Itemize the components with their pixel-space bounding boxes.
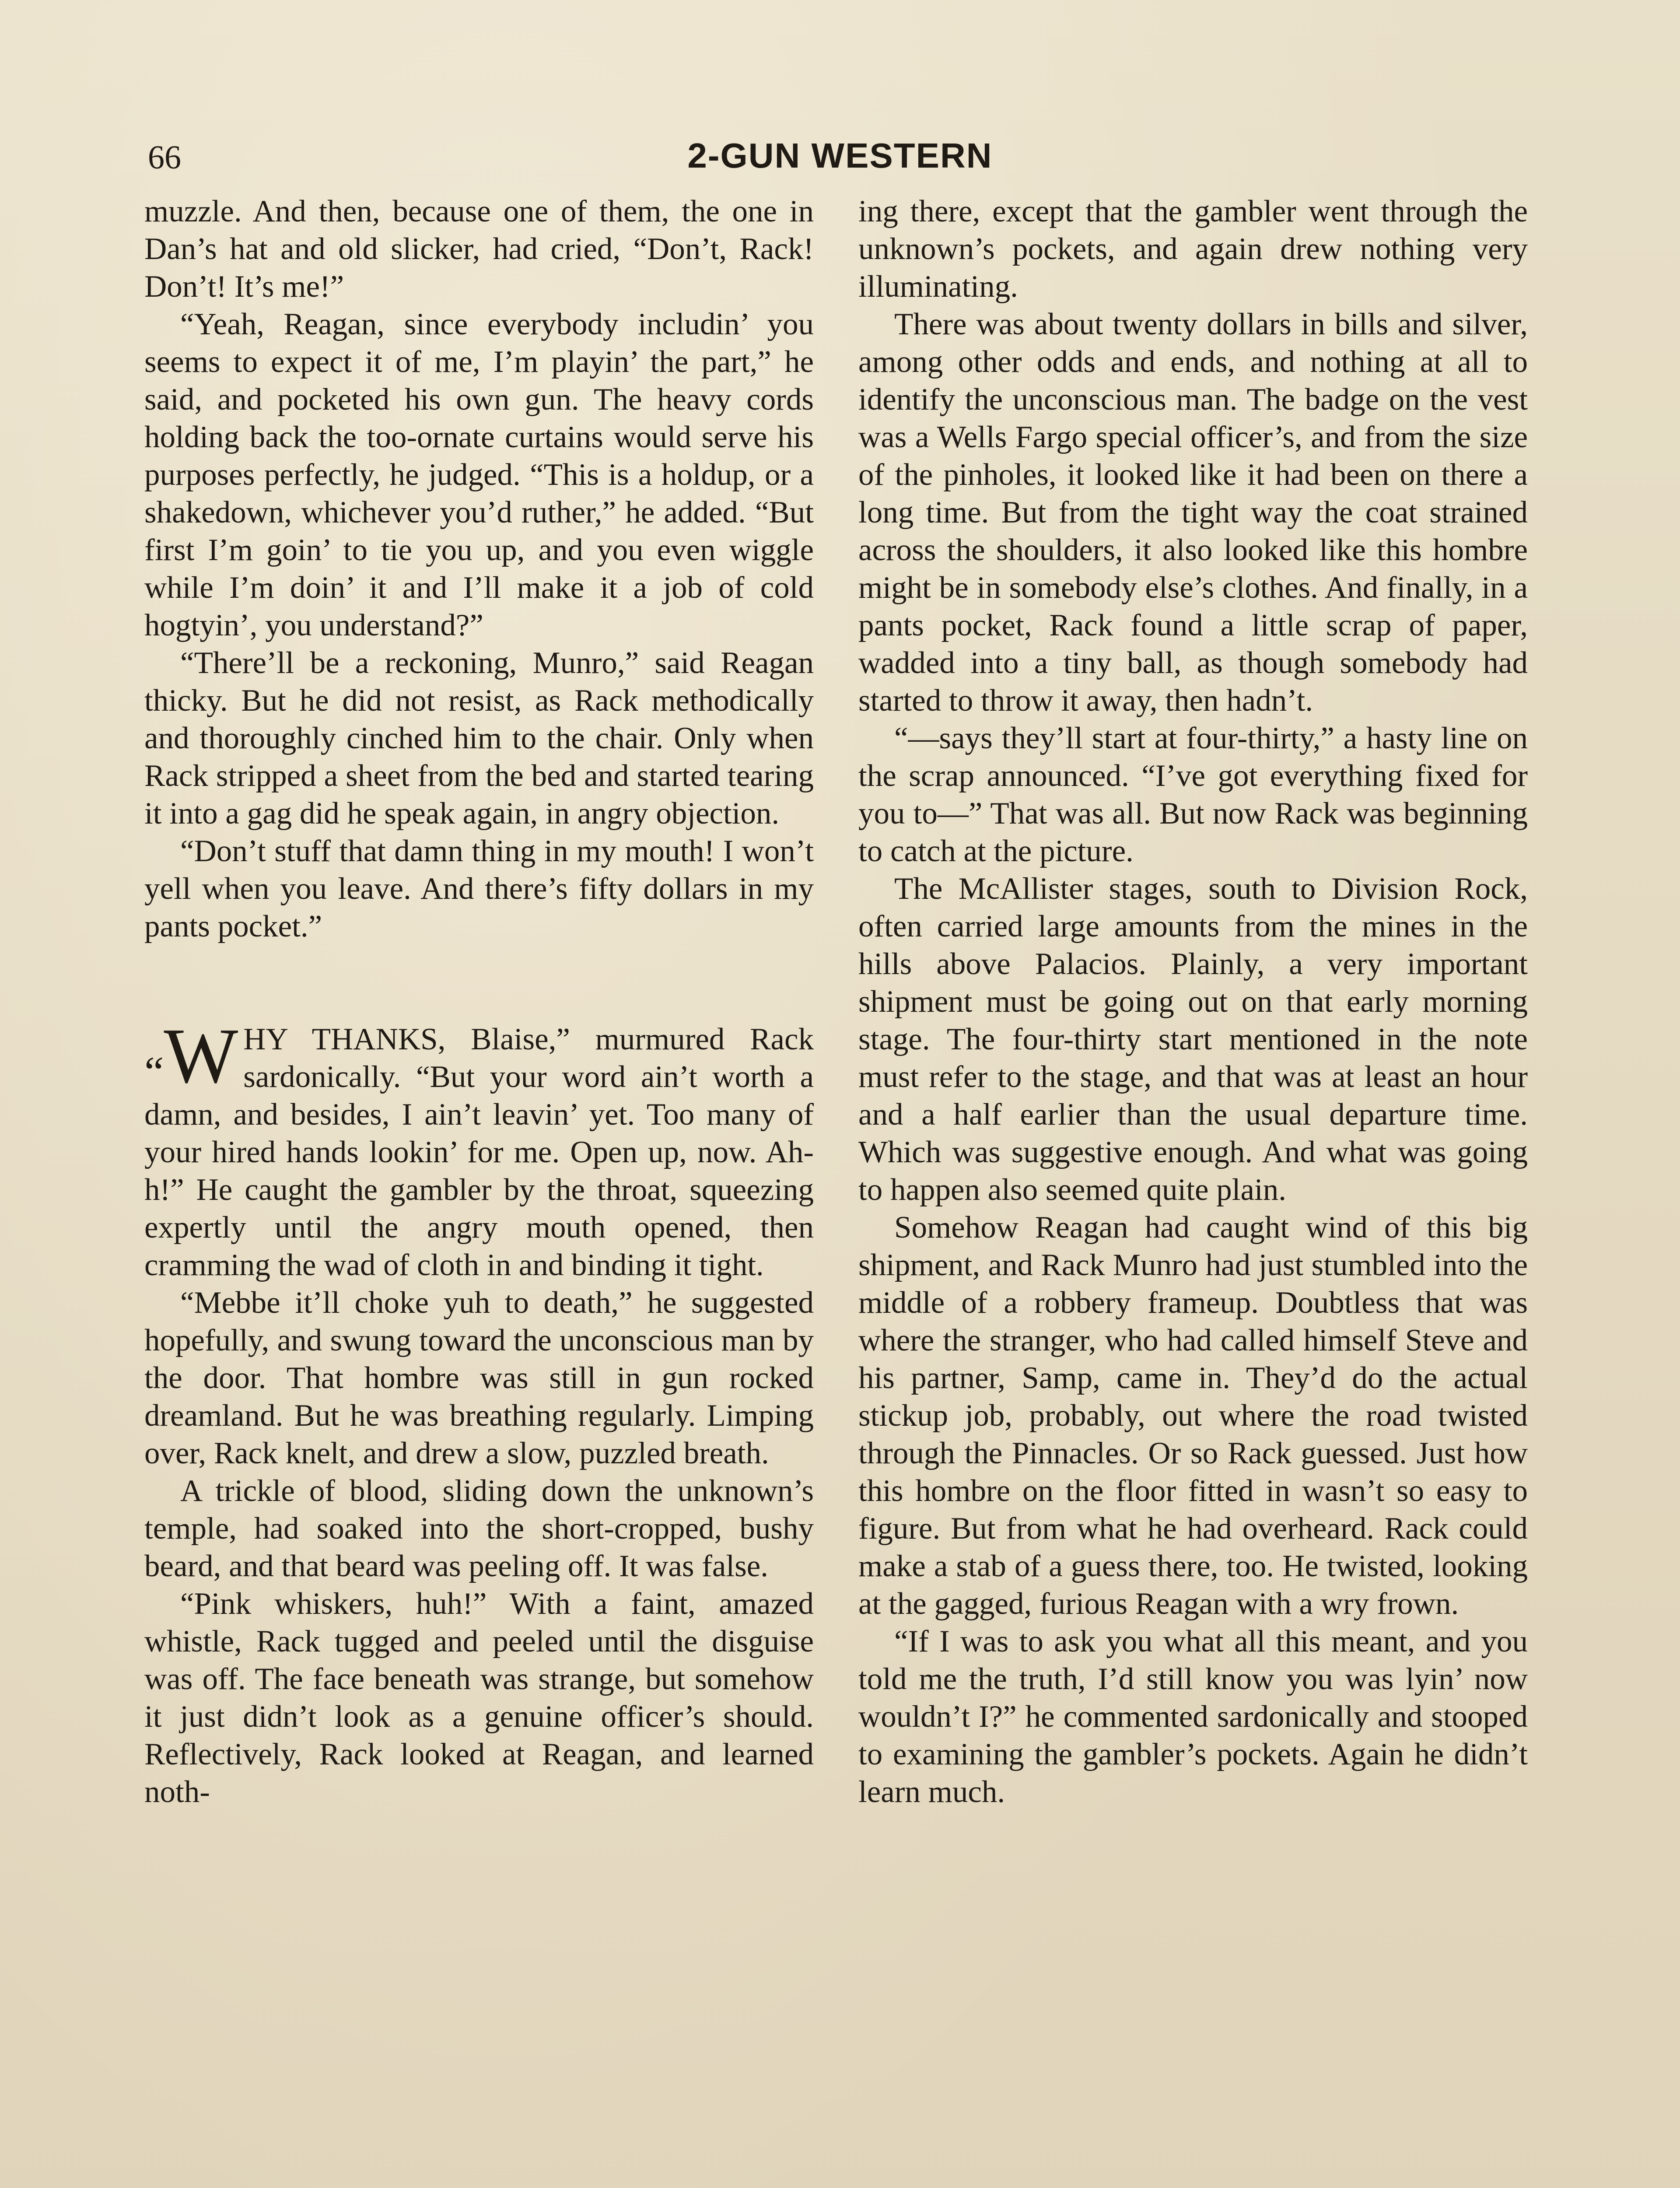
page-header [144, 130, 1536, 182]
paragraph: ing there, except that the gambler went through the unknown’s pockets, and again drew nothing very illuminating. [858, 194, 1528, 304]
page-number: 66 [148, 139, 181, 176]
drop-cap-quote: “ [144, 1048, 164, 1096]
paragraph: “Yeah, Reagan, since everybody includin’ you seems to expect it of me, I’m playin’ the part,” he said, and pocketed his own gun. The heavy cords holding back the too-ornate curtains would serve his purposes perfectly, he judged. “This is a holdup, or a shakedown, whichever you’d ruther,” he added. “But first I’m goin’ to tie you up, and you even wiggle while I’m doin’ it and I’ll make it a job of cold hogtyin’, you understand?” [144, 307, 814, 642]
paragraph: A trickle of blood, sliding down the unknown’s temple, had soaked into the short-cropped, bushy beard, and that beard was peeling off. It was false. [144, 1474, 814, 1583]
paragraph: “Don’t stuff that damn thing in my mouth! I won’t yell when you leave. And there’s fifty dollars in my pants pocket.” [144, 834, 814, 943]
paragraph: “If I was to ask you what all this meant, and you told me the truth, I’d still know you was lyin’ now wouldn’t I?” he commented sardonically and stooped to examining the gambler’s pockets. Again he didn’t learn much. [858, 1624, 1528, 1809]
paragraph: “Mebbe it’ll choke yuh to death,” he suggested hopefully, and swung toward the unconscious man by the door. That hombre was still in gun rocked dreamland. But he was breathing regularly. Limping over, Rack knelt, and drew a slow, puzzled breath. [144, 1286, 814, 1470]
paragraph: “—says they’ll start at four-thirty,” a hasty line on the scrap announced. “I’ve got everything fixed for you to—” That was all. But now Rack was beginning to catch at the picture. [858, 721, 1528, 868]
paragraph: There was about twenty dollars in bills and silver, among other odds and ends, and nothing at all to identify the unconscious man. The badge on the vest was a Wells Fargo special officer’s, and from the size of the pinholes, it looked like it had been on there a long time. But from the tight way the coat strained across the shoulders, it also looked like this hombre might be in somebody else’s clothes. And finally, in a pants pocket, Rack found a little scrap of paper, wadded into a tiny ball, as though somebody had started to throw it away, then hadn’t. [858, 307, 1528, 718]
running-title: 2-GUN WESTERN [687, 136, 993, 175]
paragraph: “Pink whiskers, huh!” With a faint, amazed whistle, Rack tugged and peeled until the disguise was off. The face beneath was strange, but somehow it just didn’t look as a genuine officer’s should. Reflectively, Rack looked at Reagan, and learned noth- [144, 1587, 814, 1809]
paragraph: muzzle. And then, because one of them, the one in Dan’s hat and old slicker, had cried, “Don’t, Rack! Don’t! It’s me!” [144, 194, 814, 304]
paragraph: Somehow Reagan had caught wind of this big shipment, and Rack Munro had just stumbled into the middle of a robbery frameup. Doubtless that was where the stranger, who had called himself Steve and his partner, Samp, came in. They’d do the actual stickup job, probably, out where the road twisted through the Pinnacles. Or so Rack guessed. Just how this hombre on the floor fitted in wasn’t so easy to figure. But from what he had overheard. Rack could make a stab of a guess there, too. He twisted, looking at the gagged, furious Reagan with a wry frown. [858, 1210, 1528, 1621]
right-column [858, 193, 1528, 1811]
drop-cap [144, 1012, 238, 1099]
drop-cap-letter: W [164, 1012, 238, 1099]
paragraph: “There’ll be a reckoning, Munro,” said Reagan thicky. But he did not resist, as Rack methodically and thoroughly cinched him to the chair. Only when Rack stripped a sheet from the bed and started tearing it into a gag did he speak again, in angry objection. [144, 646, 814, 831]
section-start-paragraph [144, 1012, 814, 1284]
paragraph-text: HY THANKS, Blaise,” murmured Rack sardonically. “But your word ain’t worth a damn, and besides, I ain’t leavin’ yet. Too many of your hired hands lookin’ for me. Open up, now. Ah-h!” He caught the gambler by the throat, squeezing expertly until the angry mouth opened, then cramming the wad of cloth in and binding it tight. [144, 1022, 814, 1282]
left-column [144, 193, 814, 1811]
paragraph: The McAllister stages, south to Division Rock, often carried large amounts from the mines in the hills above Palacios. Plainly, a very important shipment must be going out on that early morning stage. The four-thirty start mentioned in the note must refer to the stage, and that was at least an hour and a half earlier than the usual departure time. Which was suggestive enough. And what was going to happen also seemed quite plain. [858, 872, 1528, 1207]
